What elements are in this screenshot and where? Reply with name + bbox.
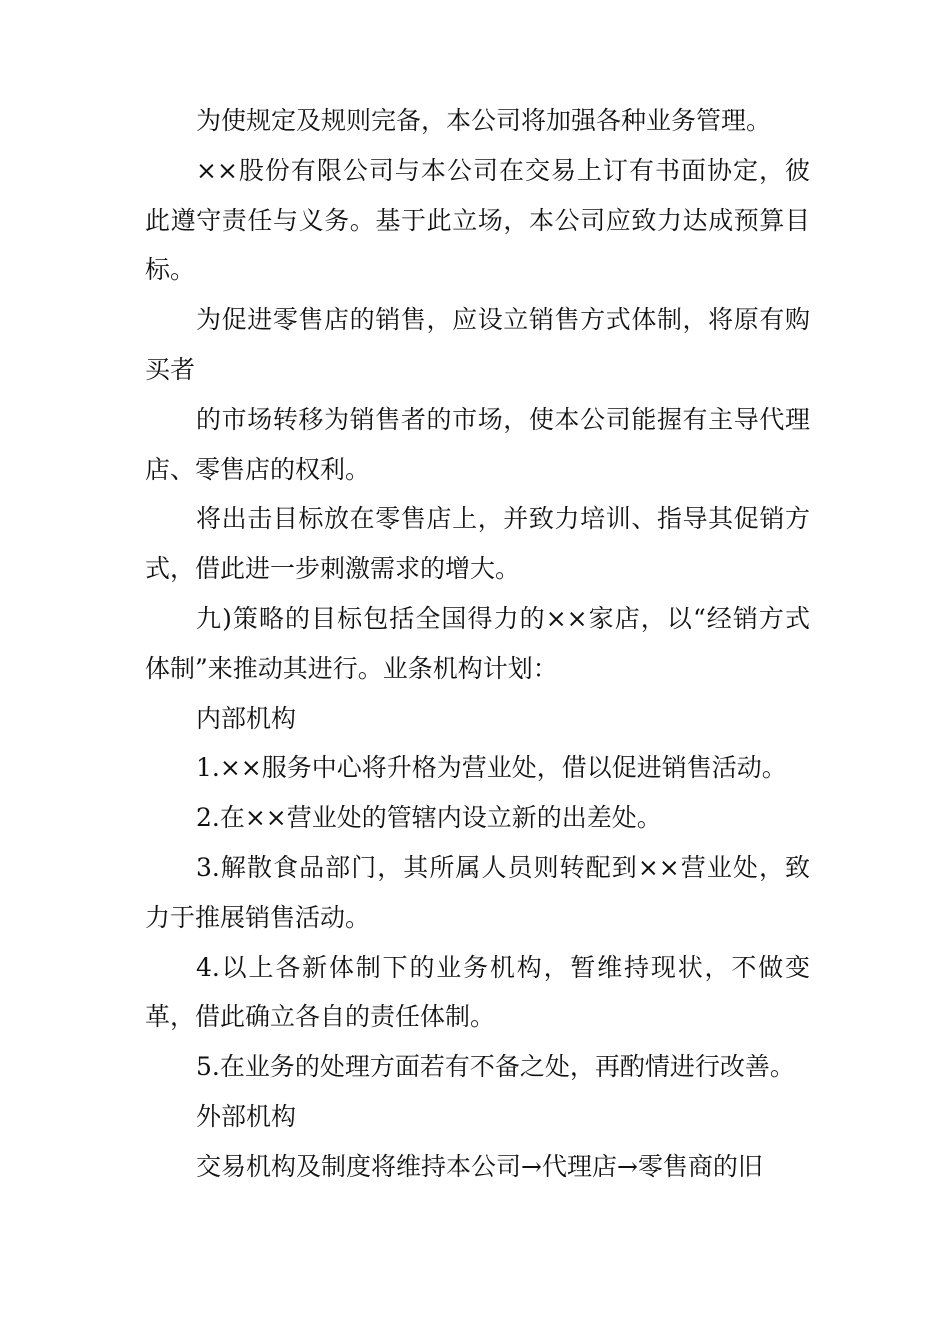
heading-internal-organization: 内部机构 bbox=[196, 703, 297, 733]
list-item-5: 5.在业务的处理方面若有不备之处，再酌情进行改善。 bbox=[196, 1052, 795, 1082]
paragraph-intro: 为使规定及规则完备，本公司将加强各种业务管理。 bbox=[196, 106, 772, 135]
paragraph-market-shift: 的市场转移为销售者的市场，使本公司能握有主导代理店、零售店的权利。 bbox=[145, 404, 810, 484]
document-body bbox=[145, 96, 810, 1192]
heading-external-organization: 外部机构 bbox=[196, 1101, 297, 1131]
paragraph-retail-promotion: 为促进零售店的销售，应设立销售方式体制，将原有购买者 bbox=[145, 305, 810, 384]
list-item-4: 4.以上各新体制下的业务机构，暂维持现状，不做变革，借此确立各自的责任体制。 bbox=[145, 952, 810, 1032]
paragraph-strategy-goal: 九)策略的目标包括全国得力的××家店，以“经销方式体制”来推动其进行。业条机构计划： bbox=[145, 603, 810, 683]
paragraph-target-retail: 将出击目标放在零售店上，并致力培训、指导其促销方式，借此进一步刺激需求的增大。 bbox=[145, 504, 810, 584]
list-item-1: 1.××服务中心将升格为营业处，借以促进销售活动。 bbox=[196, 753, 787, 783]
paragraph-trade-structure: 交易机构及制度将维持本公司→代理店→零售商的旧 bbox=[196, 1151, 763, 1181]
list-item-2: 2.在××营业处的管辖内设立新的出差处。 bbox=[196, 803, 662, 833]
list-item-3: 3.解散食品部门，其所属人员则转配到××营业处，致力于推展销售活动。 bbox=[145, 852, 810, 932]
paragraph-agreement: ××股份有限公司与本公司在交易上订有书面协定，彼此遵守责任与义务。基于此立场，本公司应致力达成预算目标。 bbox=[145, 155, 810, 285]
